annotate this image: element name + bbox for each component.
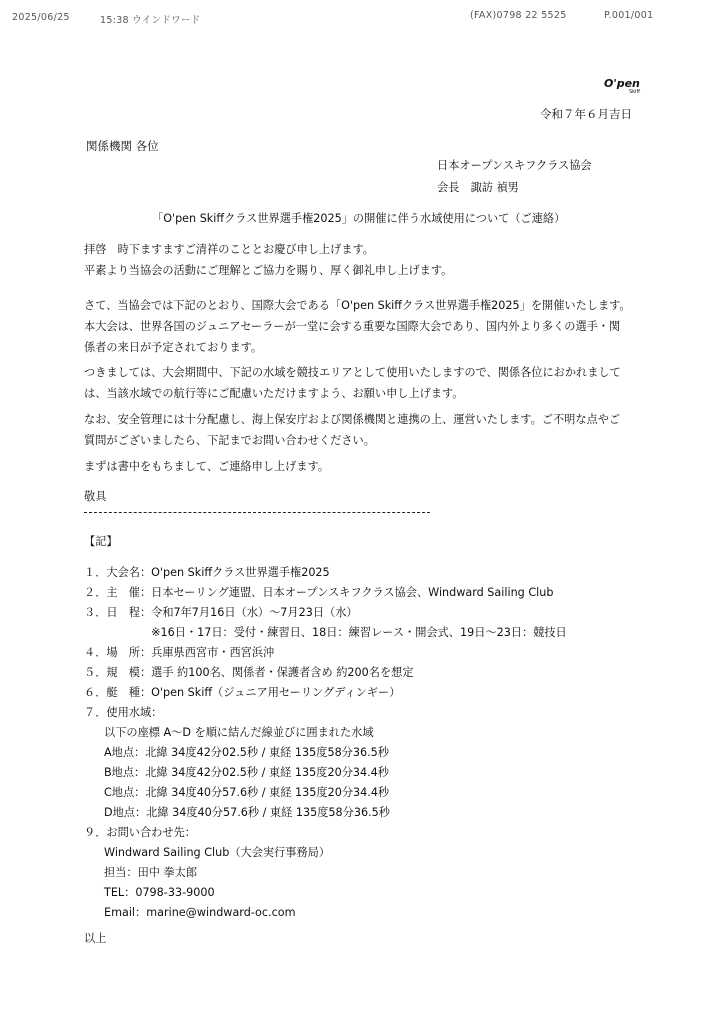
paragraph-line: なお、安全管理には十分配慮し、海上保安庁および関係機関と連携の上、運営いたします。ご不明な点やご	[84, 413, 621, 426]
contact-office: Windward Sailing Club（大会実行事務局）	[104, 846, 331, 859]
coordinate-point-b: B地点：北緯 34度42分02.5秒 / 東経 135度20分34.4秒	[104, 766, 389, 779]
paragraph-line: つきましては、大会期間中、下記の水域を競技エリアとして使用いたしますので、関係各位におかれまして	[84, 366, 621, 379]
letter-title: 「O'pen Skiffクラス世界選手権2025」の開催に伴う水域使用について（ご連絡）	[152, 212, 566, 225]
contact-heading: ９．お問い合わせ先：	[84, 826, 196, 839]
list-item-schedule: ３．日 程：令和7年7月16日（水）～7月23日（水）	[84, 606, 358, 619]
list-item-boat-class: ６．艇 種：O'pen Skiff（ジュニア用セーリングディンギー）	[84, 686, 401, 699]
sender-organization: 日本オープンスキフクラス協会	[437, 159, 592, 172]
ki-heading: 【記】	[84, 535, 118, 548]
paragraph-line: さて、当協会では下記のとおり、国際大会である「O'pen Skiffクラス世界選手権2025」を開催いたします。	[84, 299, 631, 312]
fax-header-date: 2025/06/25	[12, 12, 70, 23]
closing-keigu: 敬具	[84, 490, 107, 503]
fax-header-time-sender: 15:38 ウインドワード	[100, 15, 201, 26]
closing-ijou: 以上	[84, 932, 107, 945]
paragraph-line: 質問がございましたら、下記までお問い合わせください。	[84, 434, 375, 447]
logo-sub-text: Skiff	[628, 89, 640, 95]
fax-header-page: P.001/001	[604, 10, 654, 21]
list-item-event-name: １．大会名：O'pen Skiffクラス世界選手権2025	[84, 566, 330, 579]
contact-tel: TEL：0798-33-9000	[104, 886, 215, 899]
list-item-scale: ５．規 模：選手 約100名、関係者・保護者含め 約200名を想定	[84, 666, 414, 679]
paragraph-line: 本大会は、世界各国のジュニアセーラーが一堂に会する重要な国際大会であり、国内外より多くの選手・関	[84, 320, 621, 333]
fax-header-number: (FAX)0798 22 5525	[470, 10, 567, 21]
dashed-separator	[84, 512, 430, 513]
recipient: 関係機関 各位	[86, 139, 159, 153]
contact-email: Email：marine@windward-oc.com	[104, 906, 296, 919]
open-skiff-logo	[604, 78, 640, 95]
paragraph-line: まずは書中をもちまして、ご連絡申し上げます。	[84, 460, 330, 473]
paragraph-line: は、当該水域での航行等にご配慮いただけますよう、お願い申し上げます。	[84, 387, 464, 400]
paragraph-line: 係者の来日が予定されております。	[84, 341, 263, 354]
list-item-water-area: ７．使用水域：	[84, 706, 163, 719]
coordinate-point-a: A地点：北緯 34度42分02.5秒 / 東経 135度58分36.5秒	[104, 746, 389, 759]
coordinate-point-c: C地点：北緯 34度40分57.6秒 / 東経 135度20分34.4秒	[104, 786, 390, 799]
letter-date: 令和７年６月吉日	[540, 107, 632, 121]
logo-main-text: O'pen	[604, 77, 640, 90]
paragraph-line: 拝啓 時下ますますご清祥のこととお慶び申し上げます。	[84, 243, 374, 256]
water-area-intro: 以下の座標 A～D を順に結んだ線並びに囲まれた水域	[104, 726, 374, 739]
list-item-schedule-note: ※16日・17日：受付・練習日、18日：練習レース・開会式、19日～23日：競技日	[84, 626, 567, 639]
sender-president: 会長 諏訪 禎男	[437, 181, 519, 194]
contact-person: 担当：田中 拳太郎	[104, 866, 198, 879]
list-item-venue: ４．場 所：兵庫県西宮市・西宮浜沖	[84, 646, 275, 659]
list-item-organizer: ２．主 催：日本セーリング連盟、日本オープンスキフクラス協会、Windward Sailing Club	[84, 586, 554, 599]
coordinate-point-d: D地点：北緯 34度40分57.6秒 / 東経 135度58分36.5秒	[104, 806, 390, 819]
paragraph-line: 平素より当協会の活動にご理解とご協力を賜り、厚く御礼申し上げます。	[84, 264, 453, 277]
